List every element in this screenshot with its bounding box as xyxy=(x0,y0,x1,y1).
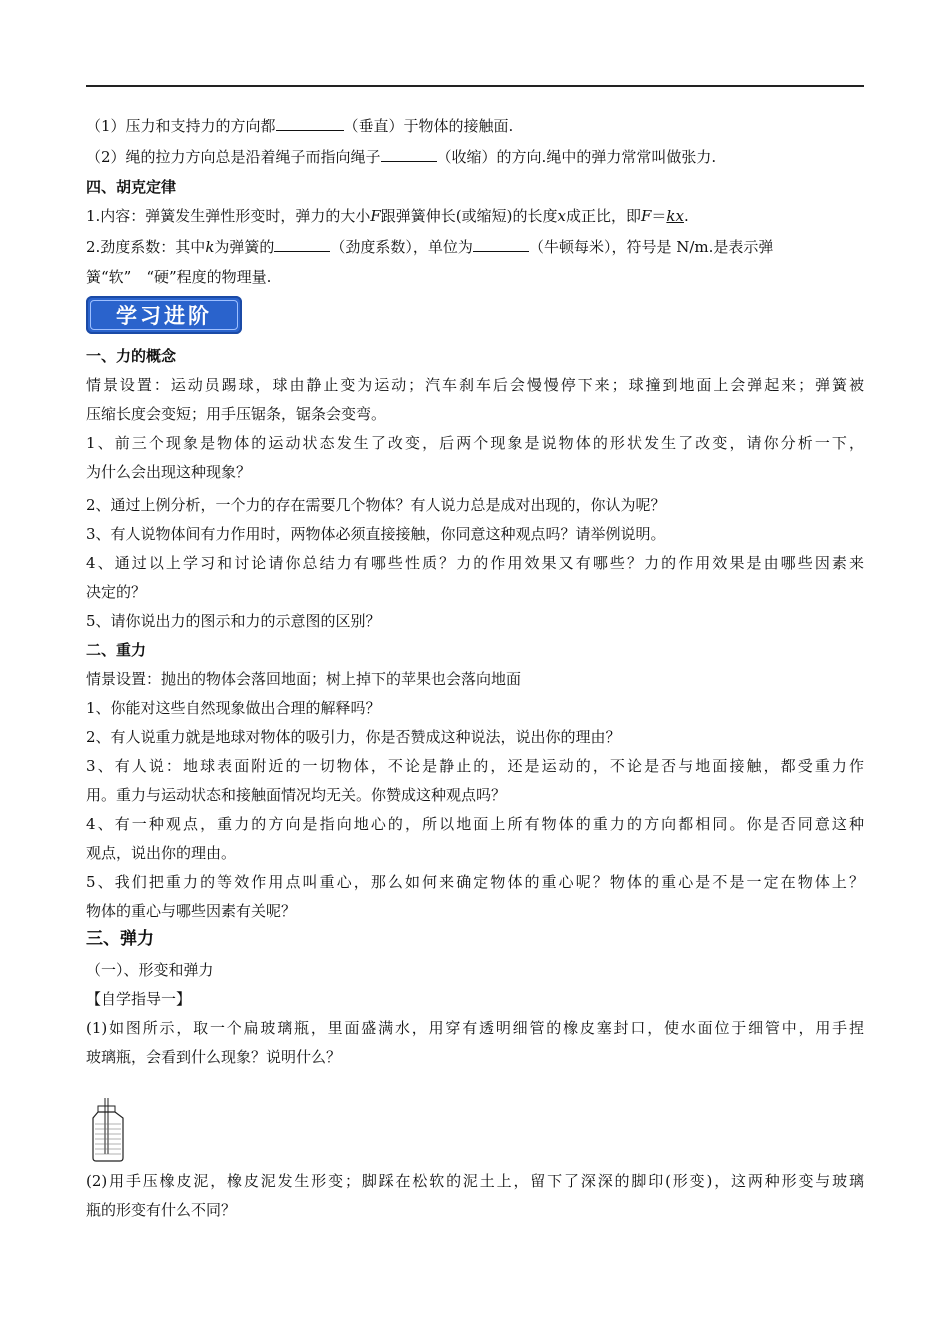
heading-force-concept: 一、力的概念 xyxy=(86,347,177,365)
experiment-1b: 玻璃瓶，会看到什么现象？说明什么？ xyxy=(86,1048,342,1066)
header-rule xyxy=(86,85,864,87)
gravity-q1: 1、你能对这些自然现象做出合理的解释吗？ xyxy=(86,699,381,717)
line-tension xyxy=(86,147,864,167)
experiment-2b: 瓶的形变有什么不同？ xyxy=(86,1201,237,1219)
scenario-1b: 压缩长度会变短；用手压锯条，锯条会变弯。 xyxy=(86,405,387,423)
formula-F: F xyxy=(640,207,652,225)
text: （收缩）的方向.绳中的弹力常常叫做张力. xyxy=(436,148,717,166)
line-hooke-content xyxy=(86,206,864,226)
fill-blank xyxy=(274,237,330,252)
symbol-k: k xyxy=(205,238,215,256)
question-2: 2、通过上例分析，一个力的存在需要几个物体？有人说力总是成对出现的，你认为呢？ xyxy=(86,496,666,514)
text: 成正比，即 xyxy=(565,207,641,225)
text: 跟弹簧伸长(或缩短)的长度 xyxy=(380,207,558,225)
section-badge xyxy=(86,296,242,334)
badge-label: 学习进阶 xyxy=(90,300,238,330)
text: （1）压力和支持力的方向都 xyxy=(86,117,276,135)
self-study-guide-label: 【自学指导一】 xyxy=(86,990,192,1008)
line-stiffness-cont: 簧“软” “硬”程度的物理量. xyxy=(86,268,272,286)
heading-elastic-force: 三、弹力 xyxy=(86,929,154,949)
text: （垂直）于物体的接触面. xyxy=(343,117,514,135)
question-4b: 决定的？ xyxy=(86,583,147,601)
heading-gravity: 二、重力 xyxy=(86,641,147,659)
text: . xyxy=(683,207,689,225)
gravity-q2: 2、有人说重力就是地球对物体的吸引力，你是否赞成这种说法，说出你的理由？ xyxy=(86,728,621,746)
formula-eq: ＝ xyxy=(651,207,667,225)
gravity-q5a: 5、我们把重力的等效作用点叫重心，那么如何来确定物体的重心呢？物体的重心是不是一定在物体上？ xyxy=(86,873,864,891)
glass-bottle-with-tube-icon xyxy=(86,1098,130,1162)
fill-blank xyxy=(276,116,344,131)
fill-blank xyxy=(381,147,437,162)
text: （2）绳的拉力方向总是沿着绳子而指向绳子 xyxy=(86,148,381,166)
symbol-x: x xyxy=(557,207,566,225)
question-4a: 4、通过以上学习和讨论请你总结力有哪些性质？力的作用效果又有哪些？力的作用效果是由哪些因素来 xyxy=(86,554,864,572)
scenario-2: 情景设置：抛出的物体会落回地面；树上掉下的苹果也会落向地面 xyxy=(86,670,522,688)
text: 1.内容：弹簧发生弹性形变时，弹力的大小 xyxy=(86,207,371,225)
text: 为弹簧的 xyxy=(214,238,275,256)
text: （牛顿每米），符号是 N/m.是表示弹 xyxy=(528,238,774,256)
line-pressure xyxy=(86,116,864,136)
fill-blank xyxy=(473,237,529,252)
symbol-F: F xyxy=(370,207,381,225)
subheading-deformation: （一）、形变和弹力 xyxy=(86,961,214,979)
gravity-q5b: 物体的重心与哪些因素有关呢？ xyxy=(86,902,297,920)
line-stiffness xyxy=(86,237,864,257)
formula-kx: kx xyxy=(666,207,684,225)
heading-hooke: 四、胡克定律 xyxy=(86,178,177,196)
gravity-q4b: 观点，说出你的理由。 xyxy=(86,844,237,862)
experiment-1a: (1)如图所示，取一个扁玻璃瓶，里面盛满水，用穿有透明细管的橡皮塞封口，使水面位于细管中，用手捏 xyxy=(86,1019,864,1037)
scenario-1a: 情景设置：运动员踢球，球由静止变为运动；汽车刹车后会慢慢停下来；球撞到地面上会弹起来；弹簧被 xyxy=(86,376,864,394)
text: （劲度系数），单位为 xyxy=(330,238,473,256)
question-5: 5、请你说出力的图示和力的示意图的区别？ xyxy=(86,612,381,630)
question-1b: 为什么会出现这种现象？ xyxy=(86,463,252,481)
question-1a: 1、前三个现象是物体的运动状态发生了改变，后两个现象是说物体的形状发生了改变，请你分析一下， xyxy=(86,434,864,452)
gravity-q3a: 3、有人说：地球表面附近的一切物体，不论是静止的，还是运动的，不论是否与地面接触，都受重力作 xyxy=(86,757,864,775)
gravity-q3b: 用。重力与运动状态和接触面情况均无关。你赞成这种观点吗？ xyxy=(86,786,507,804)
experiment-2a: (2)用手压橡皮泥，橡皮泥发生形变；脚踩在松软的泥土上，留下了深深的脚印(形变)，这两种形变与玻璃 xyxy=(86,1172,864,1190)
question-3: 3、有人说物体间有力作用时，两物体必须直接接触，你同意这种观点吗？请举例说明。 xyxy=(86,525,666,543)
gravity-q4a: 4、有一种观点，重力的方向是指向地心的，所以地面上所有物体的重力的方向都相同。你是否同意这种 xyxy=(86,815,864,833)
text: 2.劲度系数：其中 xyxy=(86,238,206,256)
